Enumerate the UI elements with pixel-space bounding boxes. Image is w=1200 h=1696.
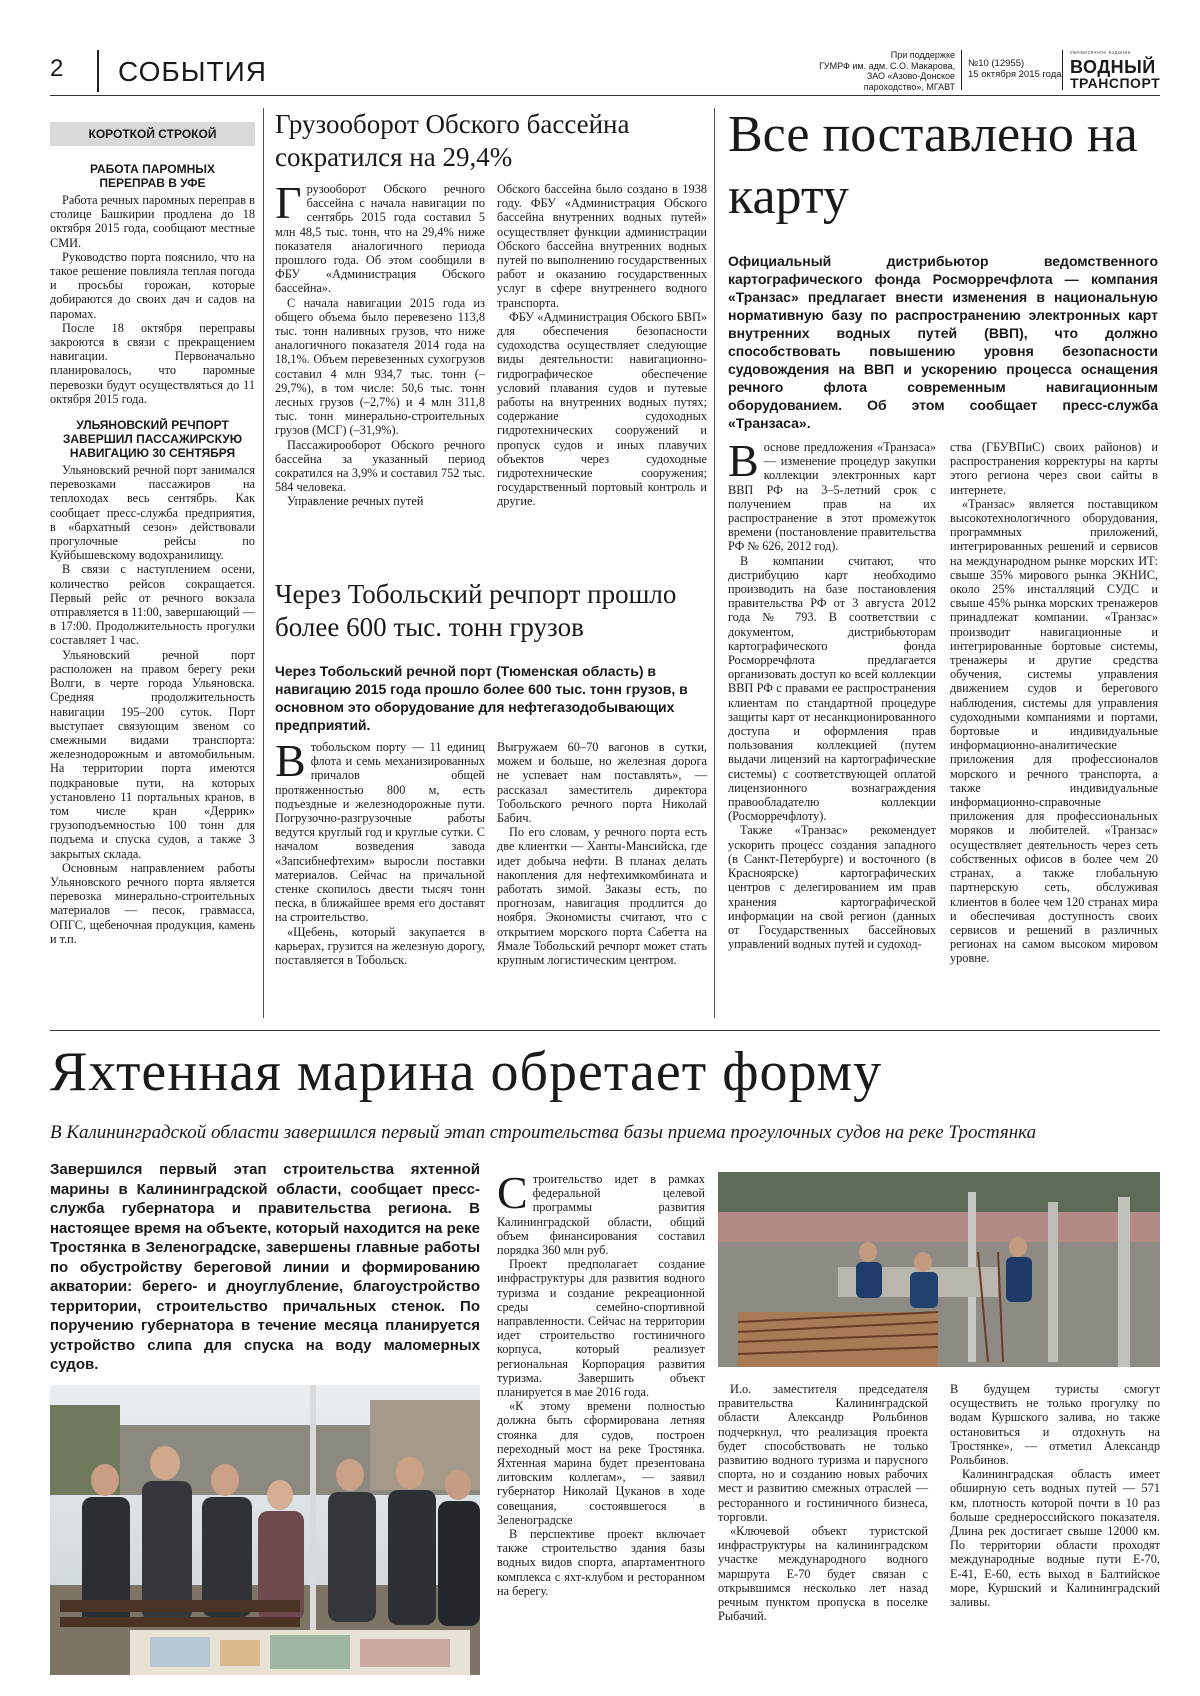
marina-article-title: Яхтенная марина обретает форму	[50, 1041, 883, 1103]
marina-article-col3: В будущем туристы смогут осуществить не только прогулку по водам Куршского залива, но также остановиться и отдохнуть на Тростянке», — отметил Александр Рольбинов. Калининградская область имеет обширную сеть водных путей — 571 км, плотность которой почти в 10 раз больше среднероссийского показателя. Длина рек достигает свыше 12000 км. По территории области проходят международные водные пути Е-70, Е-41, Е-60, есть выход в Балтийское море, Куршский и Калининградский заливы.	[950, 1382, 1160, 1610]
page-number: 2	[50, 55, 64, 82]
tobolsk-article-col2: Выгружаем 60–70 вагонов в сутки, можем и больше, но железная дорога не успевает нам поставлять», — рассказал заместитель директора Тобольского речного порта Николай Бабич. По его словам, у речного порта есть две клиентки — Ханты-Мансийска, где идет добыча нефти. В планах делать накопления для нефтехимкомбината и работать зимой. Заказы есть, по прогнозам, навигация продлится до ноября. Экономисты считают, что с открытием морского порта Сабетта на Ямале Тобольский речпорт может стать крупным логистическим центром.	[497, 740, 707, 968]
short-news-kicker: КОРОТКОЙ СТРОКОЙ	[50, 122, 255, 146]
section-rule	[50, 1030, 1160, 1031]
brand-logo-line1: ВОДНЫЙ	[1070, 57, 1156, 77]
brand-logo-line2: ТРАНСПОРТ	[1070, 75, 1161, 91]
tobolsk-article-lead: Через Тобольский речной порт (Тюменская область) в навигацию 2015 года прошло более 600 тыс. тонн грузов, в основном это оборудование для нефтегазодобывающих предприятий.	[275, 663, 688, 733]
tobolsk-article-col1: Втобольском порту — 11 единиц флота и семь механизированных причалов общей протяженностью 800 м, есть подъездные и железнодорожные пути. Погрузочно-разгрузочные работы ведутся круглый год и круглые сутки. С началом возведения завода «Запсибнефтехим» выросли поставки материалов. Сейчас на причальной стенке скопилось двести тысяч тонн песка, в ближайшее время его доставят на строительство. «Щебень, который закупается в карьерах, грузится на железную дорогу, поставляется в Тобольск.	[275, 735, 485, 968]
header-divider	[1062, 50, 1063, 90]
dropcap: С	[497, 1167, 528, 1218]
column-divider	[714, 108, 715, 1018]
news-body-ufa: Работа речных паромных переправ в столице Башкирии продлена до 18 октября 2015 года, сообщают местные СМИ. Руководство порта пояснило, что на такое решение повлияла теплая погода и просьбы горожан, которые добираются до своих дач и садов на паромах. После 18 октября переправы закроются в связи с прекращением навигации. Первоначально планировалось, что паромные перевозки будут осуществляться до 11 октября 2015 года.	[50, 193, 255, 406]
photo-officials-site-plan	[50, 1385, 480, 1675]
dropcap: В	[728, 435, 759, 486]
marina-article-col1: Строительство идет в рамках федеральной целевой программы развития Калининградской области, общий объем финансирования составил порядка 360 млн руб. Проект предполагает создание инфраструктуры для развития водного туризма и создание рекреационной среды семейно-спортивной направленности. Сейчас на территории идет строительство гостиничного корпуса, который реализует региональная Корпорация развития туризма. Завершить объект планируется в мае 2016 года. «К этому времени полностью должна быть сформирована летняя стоянка для судов, построен переходный мост на реке Тростянка. Яхтенная марина будет презентована литовским коллегам», — заявил губернатор Николай Цуканов в ходе совещания, состоявшегося в Зеленоградске В перспективе проект включает также строительство здания базы водных видов спорта, апартаментного комплекса с яхт-клубом и ресторанном на берегу.	[497, 1167, 705, 1598]
officials-photo-image	[50, 1385, 480, 1675]
short-news-column	[50, 162, 255, 946]
marina-article-lead: Завершился первый этап строительства яхтенной марины в Калининградской области, сообщает пресс-служба губернатора и правительства региона. В настоящее время на объекте, который находится на реке Тростянка в Зеленоградске, завершены главные работы по обустройству береговой линии и формированию акватории: берего- и дноуглубление, благоустройство территории, строительство причальных стенок. По поручению губернатора в течение месяца планируется устройство слипа для спуска на воду маломерных судов.	[50, 1161, 480, 1373]
header-divider	[961, 50, 962, 90]
header-divider	[97, 50, 99, 92]
marina-article-col2: И.о. заместителя председателя правительства Калининградской области Александр Рольбинов подчеркнул, что реализация проекта будет способствовать не только развитию водного туризма и парусного спорта, но и созданию новых рабочих мест и развитию смежных отраслей — ресторанного и гостиничного бизнеса, торговли. «Ключевой объект туристской инфраструктуры на калининградском участке международного водного маршрута Е-70 будет связан с открывшимся несколько лет назад речным пунктом пропуска в поселке Рыбачий.	[718, 1382, 928, 1624]
dropcap: В	[275, 735, 306, 786]
header-rule	[50, 95, 1160, 96]
transas-article-col2: ства (ГБУВПиС) своих районов) и распространения корректуры на карты этого региона через свои сайты в интернете. «Транзас» является поставщиком высокотехнологичного оборудования, программных приложений, интегрированных решений и сервисов на международном рынке морских ИТ: свыше 35% мирового рынка ЭКНИС, около 25% инсталляций СУДС и свыше 45% рынка морских тренажеров принадлежат компании. «Транзас» производит навигационные и интегрированные бортовые системы, тренажеры и другие средства обучения, системы управления движением судов и берегового наблюдения, системы для управления судоходными компаниями и портами, бортовые и индивидуальные информационно-аналитические приложения для профессионалов морского и речного транспорта, а также индивидуальные информационно-справочные приложения для профессиональных моряков и любителей. «Транзас» осуществляет деятельность через сеть собственных офисов в более чем 20 странах, а также глобальную партнерскую сеть, обслуживая клиентов в более чем 120 странах мира и обеспечивая доступность своих сервисов и решений в различных регионах на самом высоком мировом уровне.	[950, 440, 1158, 966]
column-divider	[263, 108, 264, 1018]
ob-article-col1: Грузооборот Обского речного бассейна с начала навигации по сентябрь 2015 года составил 5 млн 48,5 тыс. тонн, что на 29,4% ниже показателя аналогичного периода прошлого года. Об этом сообщили в ФБУ «Администрация Обского бассейна». С начала навигации 2015 года из общего объема было перевезено 113,8 тыс. тонн наливных грузов, что ниже аналогичного показателя 2014 года на 18,1%. Объем перевезенных сухогрузов составил 4 млн 934,7 тыс. тонн (–29,7%), в том числе: 50,6 тыс. тонн лесных грузов (–2,7%) и 4 млн 311,8 тыс. тонн минерально-строительных грузов (МСГ) (–31,9%). Пассажирооборот Обского речного бассейна за указанный период сократился на 3,9% и составил 752 тыс. 584 человека. Управление речных путей	[275, 177, 485, 509]
transas-article-lead: Официальный дистрибьютор ведомственного картографического фонда Росморречфлота — компания «Транзас» предлагает внести изменения в национальную нормативную базу по распространению электронных карт внутренних водных путей (ВВП), что должно способствовать повышению уровня безопасности судовождения на ВВП и ускорению процесса оснащения речного флота современным навигационным оборудованием. Об этом сообщает пресс-служба «Транзаса».	[728, 253, 1158, 431]
transas-article-col1: Воснове предложения «Транзаса» — изменение процедур закупки коллекции электронных карт ВВП РФ на 3–5-летний срок с получением прав на их распространение в этот промежуток времени (постановление правительства РФ № 626, 2012 год). В компании считают, что дистрибуцию карт необходимо производить на базе постановления правительства РФ от 3 августа 2012 года № 793. В соответствии с документом, дистрибьюторам картографического фонда Росморречфлота предлагается организовать доступ ко всей коллекции ВВП РФ с правами ее распространения клиентам по стандартной процедуре защиты карт от несанкционированного доступа и оформления прав пользования коллекцией (путем выдачи лицензий на картографические системы) с соответствующей оплатой лицензионного вознаграждения правообладателю коллекции (Росморречфлоту). Также «Транзас» рекомендует ускорить процесс создания западного (в Санкт-Петербурге) и восточного (в Красноярске) картографических центров с делегированием им прав хранения картографической информации на свой регион (данных от Государственных бассейновых управлений водных путей и судоход-	[728, 435, 936, 952]
news-body-ulyanovsk: Ульяновский речной порт занимался перевозками пассажиров на теплоходах весь сентябрь. Как сообщает пресс-служба предприятия, в «бархатный сезон» действовали прогулочные рейсы по Куйбышевскому водохранилищу. В связи с наступлением осени, количество рейсов сокращается. Первый рейс от речного вокзала отправляется в 11:00, завершающий — в 17:00. Продолжительность прогулки составляет 1 час. Ульяновский речной порт расположен на правом берегу реки Волги, в черте города Ульяновска. Средняя продолжительность навигации 195–200 суток. Порт выступает связующим звеном со смежными видами транспорта: железнодорожным и автомобильным. На территории порта имеются подкрановые пути, на которых установлено 11 портальных кранов, в том числе кран «Деррик» грузоподъемностью 100 тонн для подъема и спуска судов, а также 3 закрытых склада. Основным направлением работы Ульяновского речного порта является перевозка минерально-строительных материалов — песок, гравмасса, ОПГС, щебеночная продукция, камень и т.п.	[50, 463, 255, 946]
news-title-ufa: РАБОТА ПАРОМНЫХ ПЕРЕПРАВ В УФЕ	[89, 162, 216, 190]
marina-article-subtitle: В Калининградской области завершился первый этап строительства базы приема прогулочных судов на реке Тростянка	[50, 1122, 1037, 1143]
news-title-ulyanovsk: УЛЬЯНОВСКИЙ РЕЧПОРТ ЗАВЕРШИЛ ПАССАЖИРСКУЮ НАВИГАЦИЮ 30 СЕНТЯБРЯ	[62, 418, 243, 461]
section-title: СОБЫТИЯ	[118, 56, 267, 87]
ob-article-title: Грузооборот Обского бассейна сократился на 29,4%	[275, 109, 630, 172]
support-note: При поддержке ГУМРФ им. адм. С.О. Макарова, ЗАО «Азово-Донское пароходство», МГАВТ	[819, 50, 955, 92]
ob-article-col2: Обского бассейна было создано в 1938 году. ФБУ «Администрация Обского бассейна внутренних водных путей» осуществляет функции администрации Обского бассейна внутренних водных путей по выполнению государственных работ и оказанию государственных услуг в сфере внутреннего водного транспорта. ФБУ «Администрация Обского БВП» для обеспечения безопасности судоходства осуществляет следующие виды деятельности: навигационно-гидрографическое обеспечение условий плавания судов и путевые работы на внутренних водных путях; содержание судоходных гидротехнических сооружений и пропуск судов и иных плавучих объектов через судоходные гидротехнические сооружения; государственный портовый контроль и другие.	[497, 182, 707, 509]
tobolsk-article-title: Через Тобольский речпорт прошло более 600 тыс. тонн грузов	[275, 579, 677, 642]
brand-tagline: ежемесячное издание	[1070, 50, 1132, 56]
photo-construction-site	[718, 1172, 1160, 1367]
transas-article-title: Все поставлено на карту	[728, 106, 1138, 225]
issue-info: №10 (12955) 15 октября 2015 года	[968, 58, 1062, 80]
dropcap: Г	[275, 177, 302, 228]
construction-photo-image	[718, 1172, 1160, 1367]
